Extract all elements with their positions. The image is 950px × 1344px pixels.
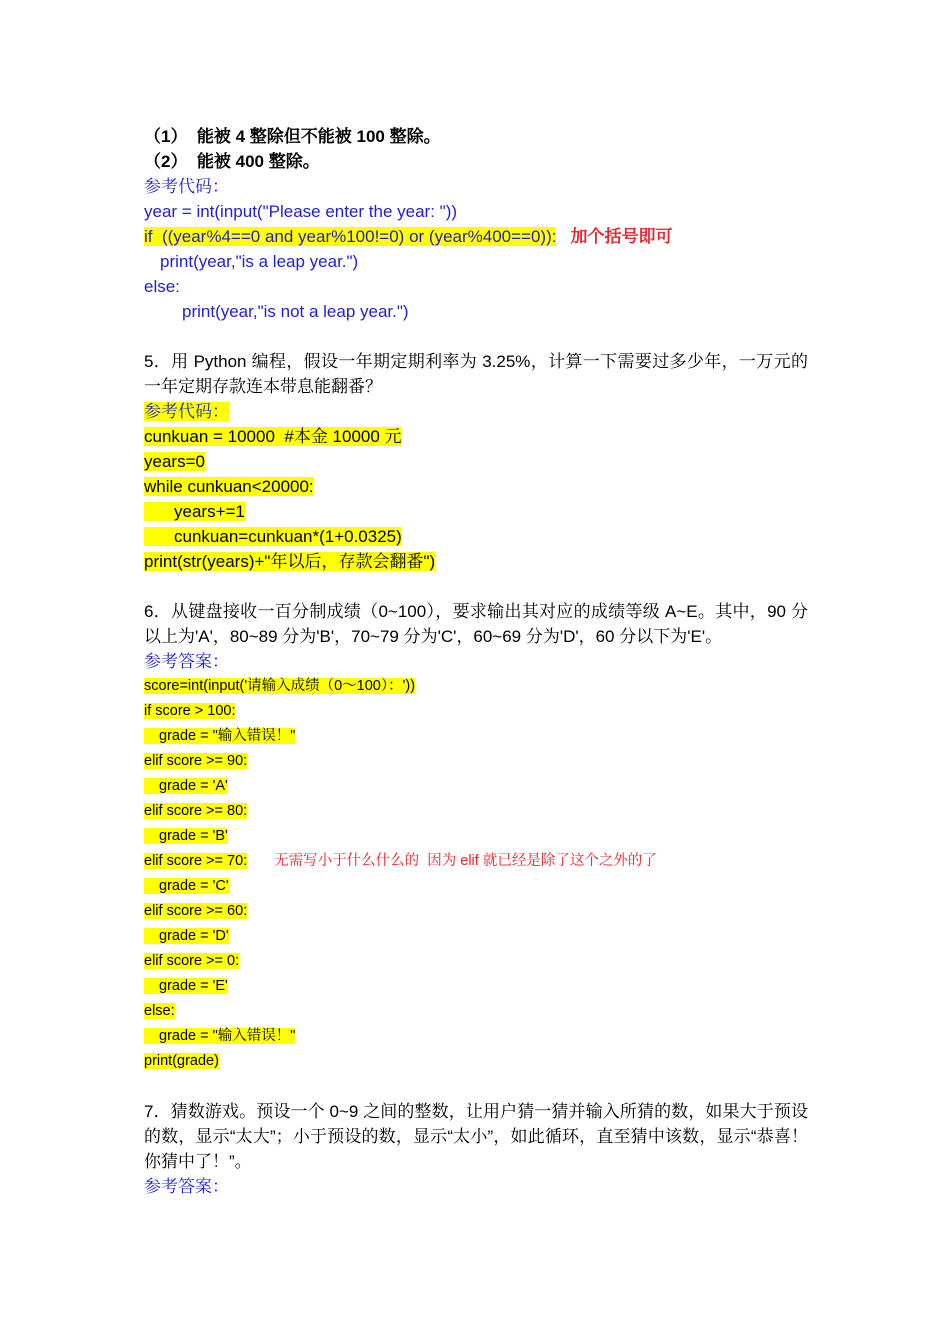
q6-code-line: grade = "输入错误！" (144, 728, 295, 744)
q6-code-row (144, 1024, 808, 1049)
document-page (144, 124, 808, 1199)
q5-code-row (144, 424, 808, 449)
q6-code-row (144, 924, 808, 949)
spacer (144, 574, 808, 599)
q6-code-line: elif score >= 70: (144, 853, 248, 869)
q6-code-line: score=int(input('请输入成绩（0～100）：')) (144, 678, 416, 694)
q6-code-line: elif score >= 90: (144, 753, 248, 769)
q6-question: 6．从键盘接收一百分制成绩（0~100），要求输出其对应的成绩等级 A~E。其中，90 分以上为'A'，80~89 分为'B'，70~79 分为'C'，60~69 分为'D'，60 分以下为'E'。 (144, 602, 808, 646)
q6-code-line: print(grade) (144, 1053, 219, 1069)
q6-annotation: 无需写小于什么什么的 因为 elif 就已经是除了这个之外的了 (274, 853, 657, 869)
condition-item-2: （2） 能被 400 整除。 (144, 152, 320, 171)
q5-ref-label: 参考代码： (144, 402, 229, 421)
q7-question: 7．猜数游戏。预设一个 0~9 之间的整数，让用户猜一猜并输入所猜的数，如果大于预设的数，显示“太大”；小于预设的数，显示“太小”，如此循环，直至猜中该数，显示“恭喜！你猜中了！”。 (144, 1102, 808, 1171)
q6-ref-label: 参考答案： (144, 652, 229, 671)
q4-code-line: else: (144, 277, 180, 296)
q4-code-line: print(year,"is a leap year.") (160, 252, 359, 271)
spacer (144, 1074, 808, 1099)
q5-code-line: years=0 (144, 452, 205, 471)
q6-code-row (144, 724, 808, 749)
q6-code-line: else: (144, 1003, 175, 1019)
q6-code-row (144, 874, 808, 899)
q5-code-row (144, 449, 808, 474)
q5-code-row (144, 549, 808, 574)
q6-code-line: grade = 'D' (144, 928, 229, 944)
q5-code-line: years+=1 (144, 502, 245, 521)
q6-code-line: grade = 'E' (144, 978, 228, 994)
q5-code-row (144, 524, 808, 549)
q6-code-row (144, 699, 808, 724)
q6-code-line: if score > 100: (144, 703, 236, 719)
q6-code-line: grade = 'C' (144, 878, 229, 894)
q6-code-row (144, 949, 808, 974)
q6-code-row (144, 799, 808, 824)
q5-code-line: cunkuan = 10000 #本金 10000 元 (144, 427, 402, 446)
q6-code-line: elif score >= 80: (144, 803, 248, 819)
q6-code-line: grade = 'B' (144, 828, 228, 844)
q5-ref-row (144, 399, 808, 424)
q6-code-row (144, 1049, 808, 1074)
q6-code-row (144, 824, 808, 849)
q4-code-line: print(year,"is not a leap year.") (182, 302, 409, 321)
q4-code-line: year = int(input("Please enter the year: ")) (144, 202, 458, 221)
q6-code-row (144, 774, 808, 799)
spacer (144, 324, 808, 349)
q6-code-row (144, 674, 808, 699)
q6-code-row (144, 999, 808, 1024)
q5-code-row (144, 499, 808, 524)
q6-code-row (144, 849, 808, 874)
q6-code-row (144, 899, 808, 924)
q6-code-row (144, 749, 808, 774)
q5-question: 5．用 Python 编程，假设一年期定期利率为 3.25%，计算一下需要过多少年，一万元的一年定期存款连本带息能翻番？ (144, 352, 808, 396)
q5-code-line: print(str(years)+"年以后，存款会翻番") (144, 552, 436, 571)
q4-code-if-line (144, 224, 808, 249)
q6-code-row (144, 974, 808, 999)
q4-ref-label: 参考代码： (144, 177, 229, 196)
q4-annotation: 加个括号即可 (570, 227, 673, 246)
condition-item-1: （1） 能被 4 整除但不能被 100 整除。 (144, 127, 441, 146)
q7-ref-label: 参考答案： (144, 1177, 229, 1196)
q4-code-line: if ((year%4==0 and year%100!=0) or (year%400==0)): (144, 227, 557, 246)
q5-code-row (144, 474, 808, 499)
q6-code-line: grade = 'A' (144, 778, 228, 794)
q5-code-line: while cunkuan<20000: (144, 477, 314, 496)
q6-code-line: grade = "输入错误！" (144, 1028, 295, 1044)
q6-code-line: elif score >= 0: (144, 953, 240, 969)
q6-code-line: elif score >= 60: (144, 903, 248, 919)
q5-code-line: cunkuan=cunkuan*(1+0.0325) (144, 527, 402, 546)
